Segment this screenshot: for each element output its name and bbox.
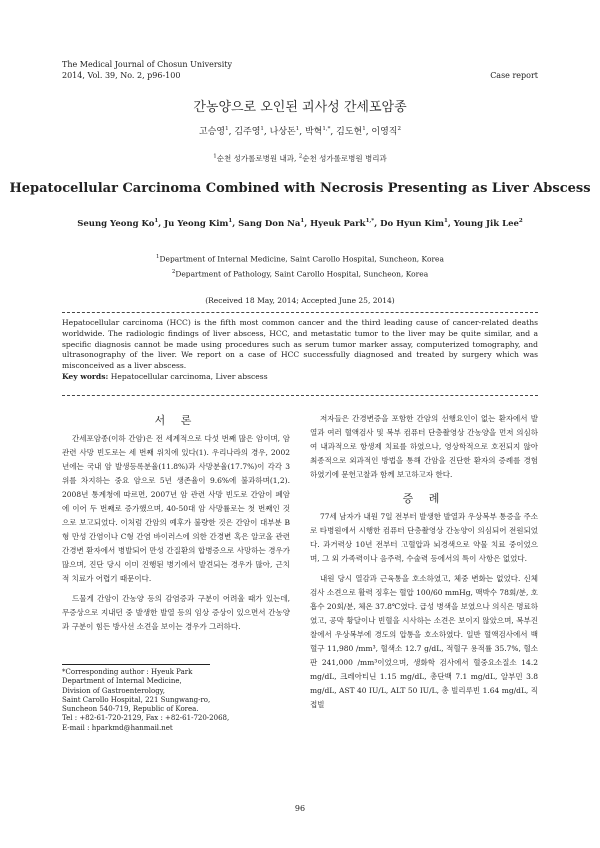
intro-conclusion-paragraph: 저자들은 간경변증을 포함한 간암의 선행요인이 없는 환자에서 발열과 여러 혈액검사 및 복부 컴퓨터 단층촬영상 간농양을 먼저 의심하여 내과적으로 항생제 치료를 하였으나, 영상학적으로 호전되지 않아 최종적으로 외과적인 방법을 통해 간암을 진단한 환자의 증례를 경험하였기에 문헌고찰과 함께 보고하고자 한다. [310,414,538,479]
corr-line: *Corresponding author : Hyeuk Park [62,668,193,676]
correspondence-footnote [62,668,290,733]
author-kr: 이영직 [371,127,398,137]
corr-line: Suncheon 540-719, Republic of Korea. [62,705,199,714]
title-english: Hepatocellular Carcinoma Combined with Necrosis Presenting as Liver Abscess [9,181,591,196]
abstract-top-rule [62,312,538,313]
left-column [62,412,290,640]
page-number: 96 [294,804,306,813]
author-kr: 고승영 [198,127,226,137]
corr-line: Department of Internal Medicine, [62,677,182,686]
case-paragraph: 77세 남자가 내원 7일 전부터 발생한 발열과 우상복부 통증을 주소로 타병원에서 시행한 컴퓨터 단층촬영상 간농양이 의심되어 전원되었다. 과거력상 10년 전부터 고혈압과 뇌경색으로 약물 치료 중이었으며, 그 외 가족력이나 음주력, 수술력 등에서의 특이 사항은 없었다. [310,512,538,563]
received-date: (Received 18 May, 2014; Accepted June 25, 2014) [205,296,395,305]
section-heading-introduction: 서 론 [154,414,198,427]
author-kr: 나상돈 [269,127,296,137]
abstract [62,318,538,383]
intro-paragraph: 간세포암종(이하 간암)은 전 세계적으로 다섯 번째 많은 암이며, 암 관련 사망 빈도로는 세 번째 위치에 있다(1). 우리나라의 경우, 2002년에는 국내 암 발생등록분율(11.8%)과 사망분율(17.7%)이 각각 3위를 차지하는 중요 암으로 5년 생존율이 9.6%에 불과하며(1,2). 2008년 통계청에 따르면, 2007년 암 관련 사망 빈도로 간암이 폐암에 이어 두 번째로 증가했으며, 40-50대 암 사망률로는 첫 번째인 것으로 보고되었다. 이처럼 간암의 예후가 불량한 것은 간암이 대부분 B형 만성 간염이나 C형 간염 바이러스에 의한 간경변 혹은 알코올 관련 간경변 환자에서 병발되어 만성 간질환의 합병증으로 사망하는 경우가 많으며, 진단 당시 이미 진행된 병기에서 발견되는 경우가 많아, 근치적 치료가 어렵기 때문이다. [62,434,290,583]
journal-name: The Medical Journal of Chosun University [62,60,233,69]
keywords-label: Key words: [62,371,109,381]
section-heading-case: 증 례 [402,492,446,505]
article-type: Case report [490,71,538,80]
authors-english: Seung Yeong Ko$^1$, Ju Yeong Kim$^1$, Sang Don Na$^1$, Hyeuk Park$^{1,*}$, Do Hyun Kim$^1$, Young Jik Lee$^2$ [77,218,523,229]
author-kr: 박혁 [304,127,323,137]
corr-line: E-mail : hparkmd@hanmail.net [62,723,173,732]
right-column [310,412,538,718]
footnote-rule [62,664,210,665]
intro-paragraph: 드물게 간암이 간농양 등의 감염증과 구분이 어려울 때가 있는데, 무증상으로 지내던 중 발생한 발열 등의 임상 증상이 있으면서 간농양과 구분이 힘든 방사선 소견을 보이는 경우가 그러하다. [62,594,290,631]
keywords-text: Hepatocellular carcinoma, Liver abscess [108,371,268,381]
abstract-text: Hepatocellular carcinoma (HCC) is the fifth most common cancer and the third leading cause of cancer-related deaths worldwide. The radiologic findings of liver abscess, HCC, and metastatic tumor to the liver may be quite similar, and a specific diagnosis cannot be made using procedures such as serum tumor marker assay, computerized tomography, and ultrasonography of the liver. We report on a case of HCC successfully diagnosed and treated by surgery which was misconceived as a liver abscess. [62,318,538,371]
authors-korean: 고승영$^1$, 김주영$^1$, 나상돈$^1$, 박혁$^{1,*}$, 김도현$^1$, 이영직$^2$ [198,126,402,137]
corr-line: Division of Gastroenterology, [62,686,165,695]
corr-line: Saint Carollo Hospital, 221 Sungwang-ro, [62,695,211,704]
author-kr: 김도현 [336,127,363,137]
journal-volume: 2014, Vol. 39, No. 2, p96-100 [62,71,181,80]
corr-line: Tel : +82-61-720-2129, Fax : +82-61-720-2068, [62,714,230,723]
author-kr: 김주영 [234,127,261,137]
abstract-bottom-rule [62,395,538,396]
affiliations-korean: $^1$순천 성가롤로병원 내과, $^2$순천 성가롤로병원 병리과 [213,153,387,163]
title-korean: 간농양으로 오인된 괴사성 간세포암종 [193,100,407,115]
affiliation-1: $^1$Department of Internal Medicine, Saint Carollo Hospital, Suncheon, Korea [156,254,444,264]
case-paragraph: 내원 당시 열감과 근육통을 호소하였고, 체중 변화는 없었다. 신체검사 소견으로 활력 징후는 혈압 100/60 mmHg, 맥박수 78회/분, 호흡수 20회/분, 체온 37.8℃였다. 급성 병색을 보였으나 의식은 명료하였고, 공막 황달이나 빈혈을 시사하는 소견은 보이지 않았으며, 복부진찰에서 우상복부에 경도의 압통을 호소하였다. 일반 혈액검사에서 백혈구 11,980 /mm³, 혈색소 12.7 g/dL, 적혈구 용적률 35.7%, 혈소판 241,000 /mm³이었으며, 생화학 검사에서 혈중요소질소 14.2 mg/dL, 크레아티닌 1.15 mg/dL, 총단백 7.1 mg/dL, 알부민 3.8 mg/dL, AST 40 IU/L, ALT 50 IU/L, 총 빌리루빈 1.64 mg/dL, 직접빌 [310,574,538,709]
affiliation-2: $^2$Department of Pathology, Saint Carollo Hospital, Suncheon, Korea [171,268,429,278]
affiliations-english [0,251,600,280]
